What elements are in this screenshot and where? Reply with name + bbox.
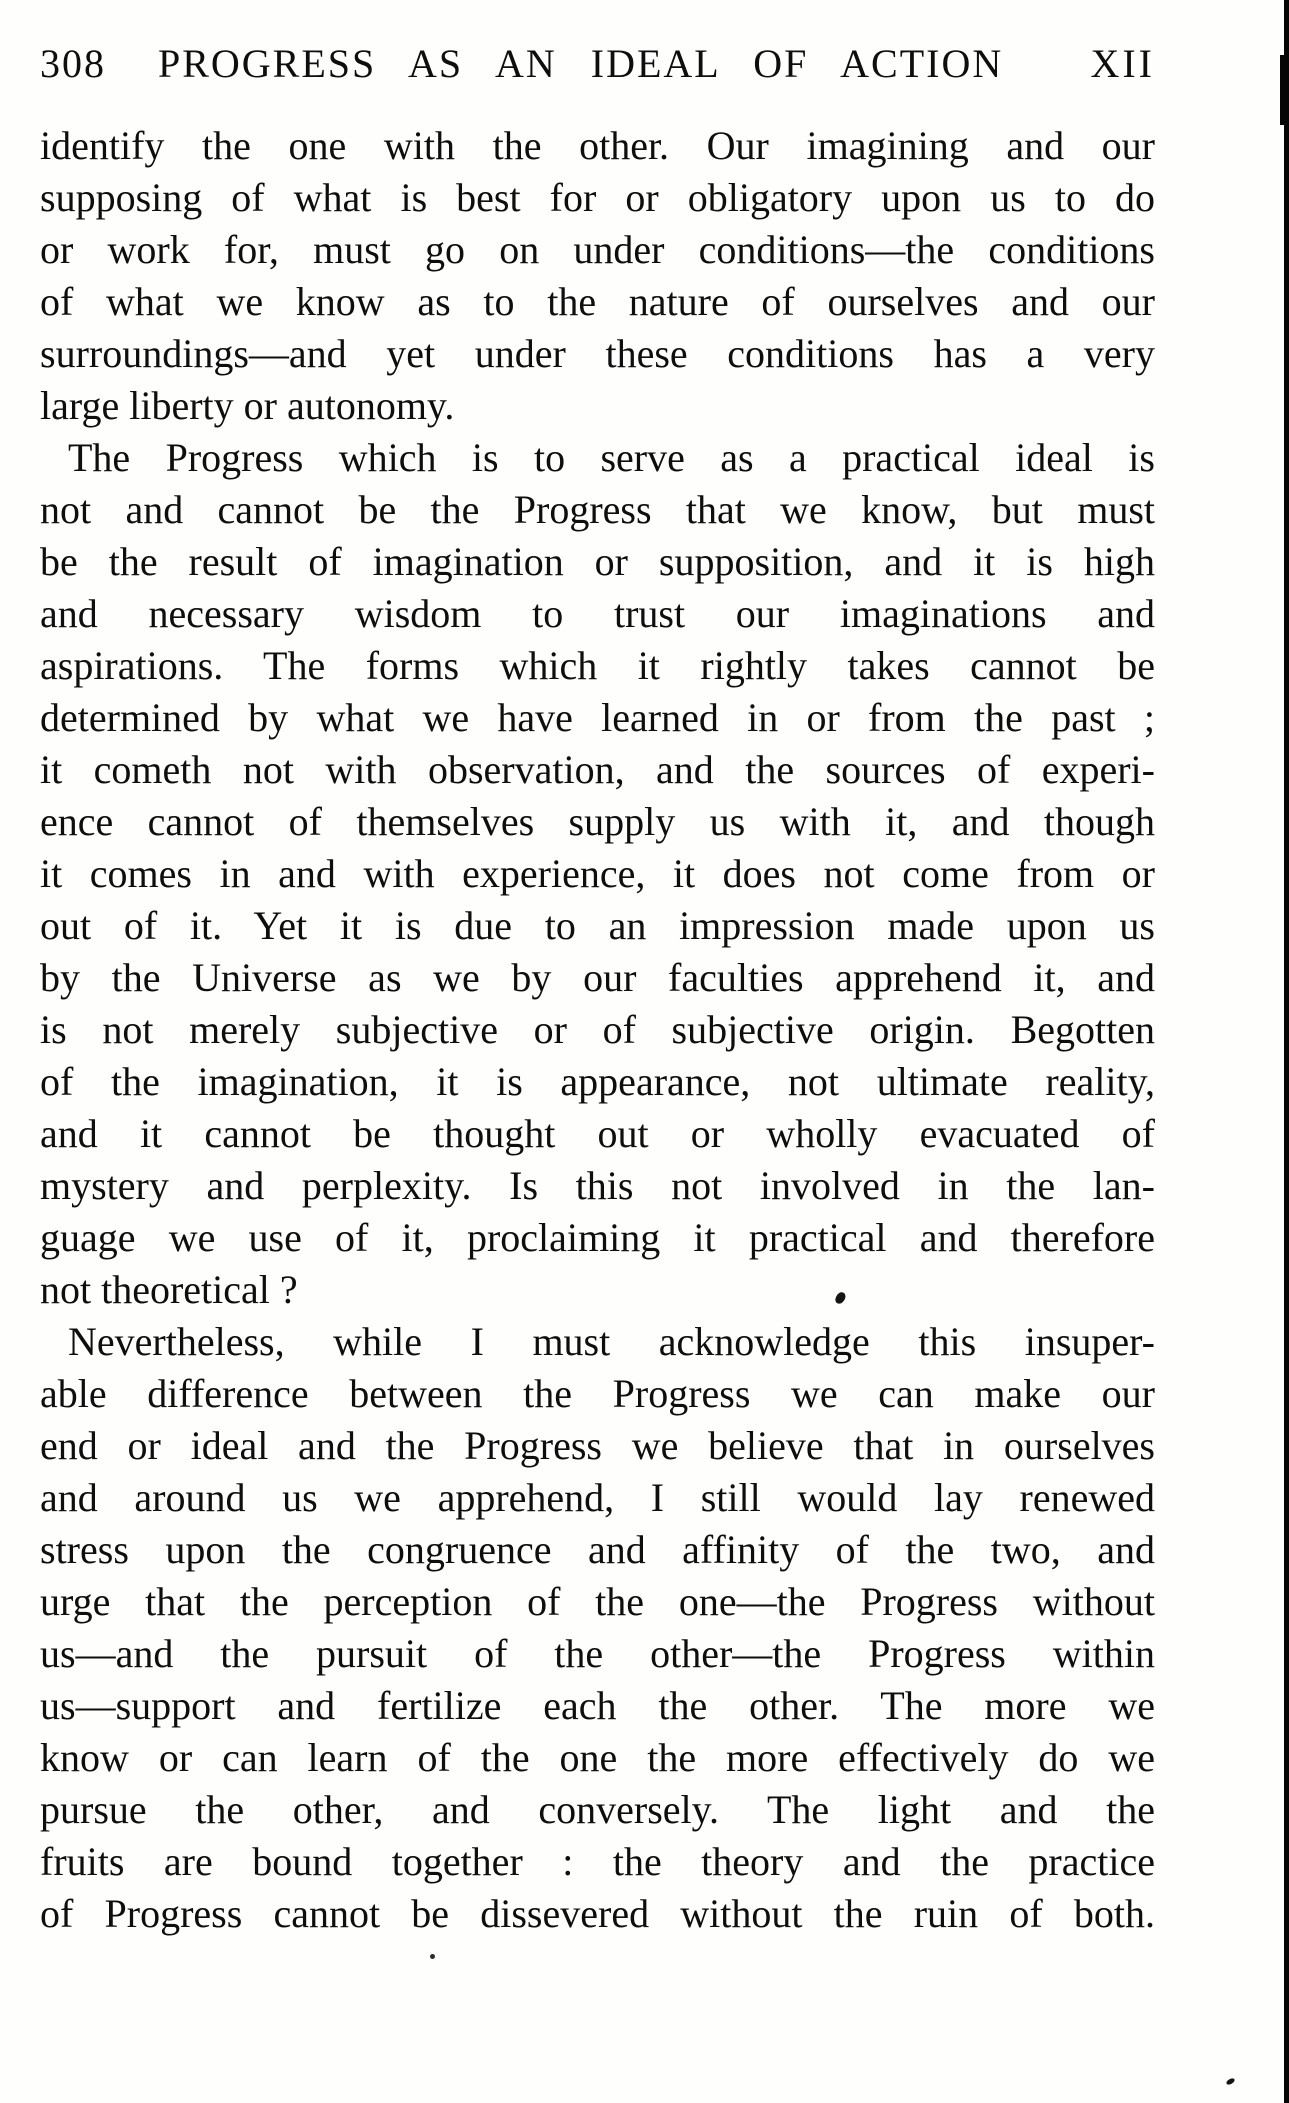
text-line: guage we use of it, proclaiming it practical and therefore [40,1215,1155,1260]
text-line: urge that the perception of the one—the Progress without [40,1579,1155,1624]
text-line: aspirations. The forms which it rightly takes cannot be [40,643,1155,688]
text-line: or work for, must go on under conditions—the conditions [40,227,1155,272]
text-line: out of it. Yet it is due to an impression made upon us [40,903,1155,948]
ink-speck-artifact [1225,2077,1235,2086]
page-number: 308 [40,41,106,86]
text-line: large liberty or autonomy. [40,383,455,428]
text-line: us—support and fertilize each the other. The more we [40,1683,1155,1728]
text-line: be the result of imagination or supposition, and it is high [40,539,1155,584]
text-line: is not merely subjective or of subjective origin. Begotten [40,1007,1155,1052]
text-line: it cometh not with observation, and the sources of experi- [40,747,1155,792]
text-line: and necessary wisdom to trust our imaginations and [40,591,1155,636]
scan-edge-blotch-artifact [1280,55,1289,125]
text-line: stress upon the congruence and affinity of the two, and [40,1527,1155,1572]
text-line: not and cannot be the Progress that we know, but must [40,487,1155,532]
text-line: supposing of what is best for or obligatory upon us to do [40,175,1155,220]
text-line: determined by what we have learned in or from the past ; [40,695,1155,740]
paragraph [40,432,1155,1316]
text-line: us—and the pursuit of the other—the Progress within [40,1631,1155,1676]
running-header [40,38,1155,90]
text-line: mystery and perplexity. Is this not involved in the lan- [40,1163,1155,1208]
text-line: The Progress which is to serve as a practical ideal is [68,435,1155,480]
text-line: and around us we apprehend, I still would lay renewed [40,1475,1155,1520]
paragraph [40,1316,1155,1940]
text-line: of what we know as to the nature of ourselves and our [40,279,1155,324]
page-body [40,120,1155,1940]
text-line: and it cannot be thought out or wholly evacuated of [40,1111,1155,1156]
running-title: PROGRESS AS AN IDEAL OF ACTION [157,41,1004,86]
text-line: of the imagination, it is appearance, not ultimate reality, [40,1059,1155,1104]
text-line: know or can learn of the one the more effectively do we [40,1735,1155,1780]
paragraph [40,120,1155,432]
text-line: of Progress cannot be dissevered without the ruin of both. [40,1891,1155,1936]
text-line: ence cannot of themselves supply us with it, and though [40,799,1155,844]
ink-speck-artifact [430,1954,435,1959]
text-line: pursue the other, and conversely. The light and the [40,1787,1155,1832]
scan-edge-line-artifact [1284,0,1289,2103]
text-line: by the Universe as we by our faculties apprehend it, and [40,955,1155,1000]
text-line: surroundings—and yet under these conditions has a very [40,331,1155,376]
text-line: fruits are bound together : the theory and the practice [40,1839,1155,1884]
text-line: identify the one with the other. Our imagining and our [40,123,1155,168]
text-line: able difference between the Progress we can make our [40,1371,1155,1416]
text-line: Nevertheless, while I must acknowledge this insuper- [68,1319,1155,1364]
text-line: not theoretical ? [40,1267,298,1312]
text-line: end or ideal and the Progress we believe that in ourselves [40,1423,1155,1468]
text-line: it comes in and with experience, it does not come from or [40,851,1155,896]
chapter-number: XII [1090,41,1155,86]
